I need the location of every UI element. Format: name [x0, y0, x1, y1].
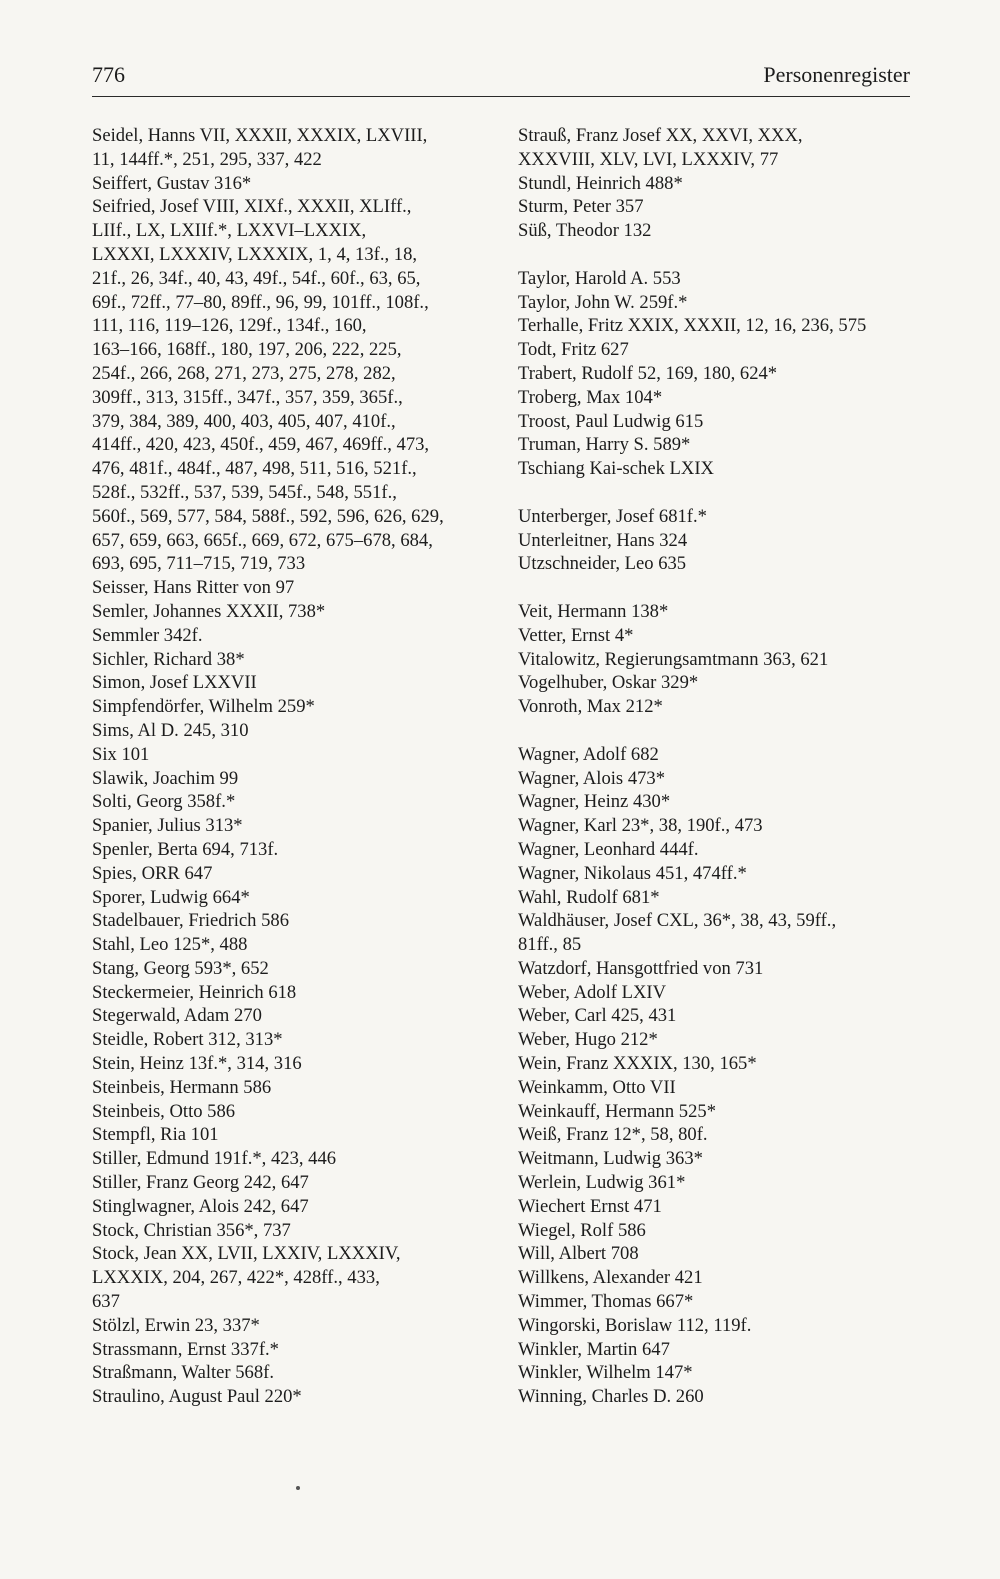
index-entry-line: Unterberger, Josef 681f.*: [518, 505, 707, 527]
index-entry-line: Wahl, Rudolf 681*: [518, 886, 660, 908]
index-entry: [518, 957, 918, 981]
index-entry-line: Winkler, Martin 647: [518, 1338, 670, 1360]
index-entry-line: Winning, Charles D. 260: [518, 1386, 704, 1408]
index-entry: [518, 267, 918, 291]
index-entry-line: 476, 481f., 484f., 487, 498, 511, 516, 521f.,: [92, 458, 417, 480]
index-entry: [518, 838, 918, 862]
index-entry: [92, 814, 512, 838]
index-entry-line: 693, 695, 711–715, 719, 733: [92, 553, 306, 575]
index-entry: [518, 648, 918, 672]
index-entry-line: Six 101: [92, 743, 150, 765]
index-entry-line: Sporer, Ludwig 664*: [92, 886, 250, 908]
index-entry-line: Seidel, Hanns VII, XXXII, XXXIX, LXVIII,: [92, 125, 428, 146]
index-entry-line: Sturm, Peter 357: [518, 196, 644, 218]
index-entry-line: Wagner, Heinz 430*: [518, 791, 671, 813]
index-entry-line: Sims, Al D. 245, 310: [92, 719, 249, 741]
index-entry-line: Seiffert, Gustav 316*: [92, 172, 252, 194]
index-entry-line: 309ff., 313, 315ff., 347f., 357, 359, 365f.,: [92, 386, 403, 408]
index-entry: [92, 1147, 512, 1171]
index-entry: [518, 909, 918, 957]
index-entry-line: Stadelbauer, Friedrich 586: [92, 910, 290, 932]
index-entry-line: Tschiang Kai-schek LXIX: [518, 458, 714, 480]
index-entry-line: Stölzl, Erwin 23, 337*: [92, 1314, 260, 1336]
index-entry-line: Utzschneider, Leo 635: [518, 553, 687, 575]
index-entry: [518, 1290, 918, 1314]
index-entry: [92, 1004, 512, 1028]
index-entry: [92, 957, 512, 981]
index-entry-line: Wiechert Ernst 471: [518, 1195, 662, 1217]
index-entry: [518, 1242, 918, 1266]
index-entry-line: Taylor, John W. 259f.*: [518, 291, 688, 313]
index-entry: [518, 1076, 918, 1100]
index-entry: [92, 1361, 512, 1385]
index-entry-line: Vonroth, Max 212*: [518, 696, 663, 718]
index-entry-line: Trabert, Rudolf 52, 169, 180, 624*: [518, 362, 778, 384]
index-entry: [518, 1361, 918, 1385]
index-entry: [518, 1171, 918, 1195]
index-entry-line: Sichler, Richard 38*: [92, 648, 245, 670]
index-entry: [518, 195, 918, 219]
index-entry: [92, 124, 512, 172]
index-entry-line: Straßmann, Walter 568f.: [92, 1362, 274, 1384]
index-entry: [92, 624, 512, 648]
index-entry-line: Werlein, Ludwig 361*: [518, 1172, 686, 1194]
index-entry: [518, 1028, 918, 1052]
index-entry: [92, 719, 512, 743]
index-entry: [518, 1100, 918, 1124]
index-entry: [518, 790, 918, 814]
index-entry-line: 560f., 569, 577, 584, 588f., 592, 596, 626, 629,: [92, 505, 444, 527]
index-entry-line: Will, Albert 708: [518, 1243, 639, 1265]
index-entry: [92, 862, 512, 886]
index-entry-line: Wagner, Leonhard 444f.: [518, 838, 699, 860]
index-entry: [518, 386, 918, 410]
index-entry-line: Stiller, Edmund 191f.*, 423, 446: [92, 1148, 337, 1170]
index-entry-line: Stahl, Leo 125*, 488: [92, 934, 248, 956]
index-entry: [518, 505, 918, 529]
index-entry: [518, 767, 918, 791]
index-entry: [92, 695, 512, 719]
index-entry: [92, 1195, 512, 1219]
index-entry: [518, 314, 918, 338]
index-entry: [518, 291, 918, 315]
index-entry: [518, 1385, 918, 1409]
index-entry-line: 69f., 72ff., 77–80, 89ff., 96, 99, 101ff., 108f.,: [92, 291, 429, 313]
index-entry-line: XXXVIII, XLV, LVI, LXXXIV, 77: [518, 148, 779, 170]
index-entry-line: 379, 384, 389, 400, 403, 405, 407, 410f.,: [92, 410, 396, 432]
index-entry: [518, 552, 918, 576]
index-entry: [518, 695, 918, 719]
index-entry-line: Strassmann, Ernst 337f.*: [92, 1338, 279, 1360]
index-entry-line: Todt, Fritz 627: [518, 339, 629, 361]
index-entry-line: Stiller, Franz Georg 242, 647: [92, 1172, 309, 1194]
index-entry: [518, 457, 918, 481]
index-entry: [518, 362, 918, 386]
index-entry-line: Wimmer, Thomas 667*: [518, 1291, 694, 1313]
index-entry: [518, 172, 918, 196]
index-entry: [92, 1338, 512, 1362]
letter-section-gap: [518, 481, 918, 505]
index-entry-line: Wein, Franz XXXIX, 130, 165*: [518, 1053, 757, 1075]
index-entry: [518, 219, 918, 243]
index-entry: [518, 1195, 918, 1219]
index-entry-line: 254f., 266, 268, 271, 273, 275, 278, 282,: [92, 362, 396, 384]
index-entry-line: Spanier, Julius 313*: [92, 815, 243, 837]
index-entry: [92, 1385, 512, 1409]
index-entry-line: Wagner, Adolf 682: [518, 743, 659, 765]
index-column-left: [92, 124, 512, 1409]
index-entry-line: Spies, ORR 647: [92, 862, 213, 884]
index-entry: [518, 1052, 918, 1076]
index-entry-line: Terhalle, Fritz XXIX, XXXII, 12, 16, 236, 575: [518, 315, 867, 337]
index-entry-line: Wagner, Karl 23*, 38, 190f., 473: [518, 815, 763, 837]
index-entry: [92, 1123, 512, 1147]
index-entry: [518, 433, 918, 457]
index-entry-line: Steidle, Robert 312, 313*: [92, 1029, 283, 1051]
index-entry-line: Vetter, Ernst 4*: [518, 624, 634, 646]
index-entry-line: Stinglwagner, Alois 242, 647: [92, 1195, 309, 1217]
index-entry-line: Spenler, Berta 694, 713f.: [92, 838, 279, 860]
index-entry: [92, 1219, 512, 1243]
index-entry: [92, 1242, 512, 1313]
index-entry-line: Vitalowitz, Regierungsamtmann 363, 621: [518, 648, 829, 670]
index-entry-line: Truman, Harry S. 589*: [518, 434, 691, 456]
index-entry: [92, 767, 512, 791]
index-entry: [518, 743, 918, 767]
index-entry: [518, 624, 918, 648]
index-entry: [92, 1314, 512, 1338]
index-entry-line: Süß, Theodor 132: [518, 220, 652, 242]
index-entry-line: Seifried, Josef VIII, XIXf., XXXII, XLIff.,: [92, 196, 412, 218]
index-entry-line: Weiß, Franz 12*, 58, 80f.: [518, 1124, 708, 1146]
index-entry: [92, 600, 512, 624]
index-entry-line: Wiegel, Rolf 586: [518, 1219, 646, 1241]
index-entry-line: Straulino, August Paul 220*: [92, 1386, 302, 1408]
footer-dot: [296, 1486, 300, 1490]
index-entry-line: Willkens, Alexander 421: [518, 1267, 703, 1289]
index-entry: [518, 600, 918, 624]
index-entry-line: Vogelhuber, Oskar 329*: [518, 672, 699, 694]
index-entry-line: Semler, Johannes XXXII, 738*: [92, 600, 326, 622]
index-entry: [92, 743, 512, 767]
index-entry-line: Steinbeis, Otto 586: [92, 1100, 236, 1122]
running-head: Personenregister: [763, 62, 910, 87]
index-entry-line: LXXXIX, 204, 267, 422*, 428ff., 433,: [92, 1267, 380, 1289]
index-entry: [518, 410, 918, 434]
index-entry-line: Semmler 342f.: [92, 624, 203, 646]
index-entry: [92, 981, 512, 1005]
letter-section-gap: [518, 576, 918, 600]
index-entry-line: Stein, Heinz 13f.*, 314, 316: [92, 1053, 302, 1075]
index-entry-line: Wagner, Alois 473*: [518, 767, 666, 789]
letter-section-gap: [518, 243, 918, 267]
letter-section-gap: [518, 719, 918, 743]
index-entry-line: Stock, Jean XX, LVII, LXXIV, LXXXIV,: [92, 1243, 401, 1265]
index-entry-line: Steckermeier, Heinrich 618: [92, 981, 297, 1003]
index-entry: [518, 1219, 918, 1243]
index-entry-line: Weitmann, Ludwig 363*: [518, 1148, 703, 1170]
index-entry: [92, 886, 512, 910]
index-entry: [518, 1123, 918, 1147]
index-entry-line: Unterleitner, Hans 324: [518, 529, 688, 551]
index-entry: [518, 1147, 918, 1171]
index-entry: [92, 838, 512, 862]
index-entry: [518, 1338, 918, 1362]
index-entry: [518, 1004, 918, 1028]
index-entry: [518, 529, 918, 553]
index-entry-line: Weber, Hugo 212*: [518, 1029, 658, 1051]
index-entry-line: Weinkauff, Hermann 525*: [518, 1100, 716, 1122]
index-entry-line: 637: [92, 1291, 120, 1313]
index-entry-line: Weinkamm, Otto VII: [518, 1076, 676, 1098]
index-entry-line: 21f., 26, 34f., 40, 43, 49f., 54f., 60f., 63, 65,: [92, 267, 421, 289]
index-entry: [518, 814, 918, 838]
index-entry-line: Weber, Adolf LXIV: [518, 981, 667, 1003]
index-entry: [518, 124, 918, 172]
index-entry: [92, 1171, 512, 1195]
page-number: 776: [92, 62, 125, 87]
index-entry-line: 528f., 532ff., 537, 539, 545f., 548, 551f.,: [92, 481, 397, 503]
index-entry: [518, 671, 918, 695]
index-entry: [92, 1028, 512, 1052]
index-entry-line: Wagner, Nikolaus 451, 474ff.*: [518, 862, 747, 884]
index-entry: [92, 1076, 512, 1100]
index-entry: [92, 195, 512, 576]
index-entry-line: 11, 144ff.*, 251, 295, 337, 422: [92, 148, 322, 170]
index-column-right: [518, 124, 918, 1409]
index-entry-line: Weber, Carl 425, 431: [518, 1005, 677, 1027]
index-entry: [92, 576, 512, 600]
index-entry: [518, 1314, 918, 1338]
index-entry-line: 163–166, 168ff., 180, 197, 206, 222, 225,: [92, 339, 402, 361]
index-entry: [92, 671, 512, 695]
index-entry: [92, 790, 512, 814]
index-entry: [518, 862, 918, 886]
index-entry-line: Watzdorf, Hansgottfried von 731: [518, 957, 764, 979]
index-entry-line: LIIf., LX, LXIIf.*, LXXVI–LXXIX,: [92, 220, 367, 242]
index-entry-line: Wingorski, Borislaw 112, 119f.: [518, 1314, 752, 1336]
index-entry: [92, 648, 512, 672]
index-entry-line: Troost, Paul Ludwig 615: [518, 410, 704, 432]
index-entry: [518, 981, 918, 1005]
index-entry-line: Stundl, Heinrich 488*: [518, 172, 683, 194]
index-entry-line: 414ff., 420, 423, 450f., 459, 467, 469ff., 473,: [92, 434, 430, 456]
index-entry-line: Stempfl, Ria 101: [92, 1124, 219, 1146]
index-entry-line: Simon, Josef LXXVII: [92, 672, 257, 694]
index-entry: [92, 172, 512, 196]
index-entry-line: Stock, Christian 356*, 737: [92, 1219, 291, 1241]
header-rule: [92, 96, 910, 97]
page-header: [92, 60, 910, 90]
index-entry-line: LXXXI, LXXXIV, LXXXIX, 1, 4, 13f., 18,: [92, 243, 418, 265]
index-entry-line: Steinbeis, Hermann 586: [92, 1076, 272, 1098]
index-entry-line: Strauß, Franz Josef XX, XXVI, XXX,: [518, 125, 803, 146]
index-entry-line: Troberg, Max 104*: [518, 386, 663, 408]
index-entry-line: Simpfendörfer, Wilhelm 259*: [92, 696, 315, 718]
index-entry-line: Winkler, Wilhelm 147*: [518, 1362, 693, 1384]
index-entry-line: Seisser, Hans Ritter von 97: [92, 577, 295, 599]
index-entry-line: Stegerwald, Adam 270: [92, 1005, 262, 1027]
index-entry-line: 111, 116, 119–126, 129f., 134f., 160,: [92, 315, 367, 337]
index-entry-line: 81ff., 85: [518, 934, 582, 956]
index-entry: [518, 1266, 918, 1290]
index-entry-line: Veit, Hermann 138*: [518, 600, 669, 622]
index-entry: [92, 1100, 512, 1124]
index-entry-line: Solti, Georg 358f.*: [92, 791, 236, 813]
index-entry-line: Stang, Georg 593*, 652: [92, 957, 269, 979]
index-entry: [92, 1052, 512, 1076]
index-entry-line: Taylor, Harold A. 553: [518, 267, 681, 289]
index-entry: [92, 909, 512, 933]
index-entry: [518, 886, 918, 910]
index-entry-line: 657, 659, 663, 665f., 669, 672, 675–678, 684,: [92, 529, 433, 551]
index-entry: [518, 338, 918, 362]
index-entry-line: Waldhäuser, Josef CXL, 36*, 38, 43, 59ff.,: [518, 910, 837, 932]
index-entry-line: Slawik, Joachim 99: [92, 767, 239, 789]
index-entry: [92, 933, 512, 957]
